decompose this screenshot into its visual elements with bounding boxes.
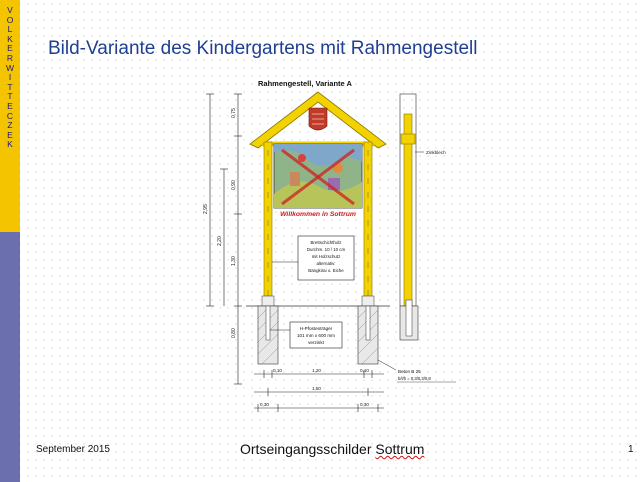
vertical-name-letter: R xyxy=(6,52,14,63)
technical-drawing xyxy=(198,74,463,416)
vertical-name-letter: Z xyxy=(7,120,13,131)
frame-drawing-svg xyxy=(198,74,463,416)
dim-sign: 0,90 xyxy=(231,180,237,190)
beam-note-line-4: alternativ: xyxy=(316,261,336,266)
dim-inner: 1,20 xyxy=(312,368,321,373)
vertical-name-letter: T xyxy=(7,91,13,102)
post-note xyxy=(270,322,342,348)
beam-note-line-2: Durchm. 10 / 10 cm xyxy=(306,247,346,252)
vertical-name-letter: I xyxy=(8,72,12,83)
footer-title-part-2: Sottrum xyxy=(375,441,425,457)
slide-title: Bild-Variante des Kindergartens mit Rahmengestell xyxy=(48,38,478,59)
vertical-name-letter: E xyxy=(7,43,13,54)
post-note-line-1: H-Pfostenträger xyxy=(299,326,333,331)
vertical-author-name xyxy=(0,6,20,150)
footer-date: September 2015 xyxy=(36,444,110,455)
vertical-name-letter: K xyxy=(7,33,13,44)
dim-roof: 0,75 xyxy=(231,108,237,118)
sidebar-accent-purple xyxy=(0,232,20,482)
vertical-name-letter: O xyxy=(6,14,14,25)
footer-title-part-1: Ortseingangsschilder xyxy=(240,441,376,457)
beam-note xyxy=(272,236,354,280)
side-view xyxy=(400,94,424,340)
beam-note-line-1: Brettschichtholz xyxy=(310,240,342,245)
beam-note-line-3: mit Holzschutz xyxy=(311,254,341,259)
dim-total-height: 2,95 xyxy=(203,204,209,214)
vertical-name-letter: E xyxy=(7,100,13,111)
dim-post-right: 0,10 xyxy=(360,368,369,373)
post-note-line-3: verzinkt xyxy=(308,340,324,345)
page-number: 1 xyxy=(628,444,634,455)
dim-foundation: 0,80 xyxy=(231,328,237,338)
beam-note-line-5: Bangkirai o. Eiche xyxy=(308,268,344,273)
dim-height-220: 2,20 xyxy=(217,236,223,246)
dim-lower: 1,30 xyxy=(231,256,237,266)
vertical-name-letter: E xyxy=(7,129,13,140)
sign-welcome-text: Willkommen in Sottrum xyxy=(280,211,356,218)
side-note: Zinkblech xyxy=(426,150,446,155)
vertical-name-letter: W xyxy=(5,62,15,73)
concrete-note-line-2: b/t/h = 0,3/0,3/0,8 xyxy=(398,376,431,381)
dim-post-left: 0,10 xyxy=(273,368,282,373)
vertical-name-letter: L xyxy=(7,24,13,35)
vertical-name-letter: K xyxy=(7,139,13,150)
concrete-note-line-1: Beton B 25 xyxy=(398,369,421,374)
dim-foundation-left: 0,30 xyxy=(260,402,269,407)
dim-outer: 1,50 xyxy=(312,386,321,391)
dim-foundation-right: 0,30 xyxy=(360,402,369,407)
vertical-dimensions xyxy=(206,94,242,384)
coat-of-arms xyxy=(309,108,327,130)
concrete-note xyxy=(378,360,456,382)
drawing-heading: Rahmengestell, Variante A xyxy=(258,79,352,88)
footer-title xyxy=(240,441,424,457)
vertical-name-letter: T xyxy=(7,81,13,92)
sign-picture xyxy=(274,144,362,208)
post-note-line-2: 101 mm x 600 mm xyxy=(296,333,336,338)
vertical-name-letter: C xyxy=(6,110,14,121)
vertical-name-letter: V xyxy=(7,5,13,15)
